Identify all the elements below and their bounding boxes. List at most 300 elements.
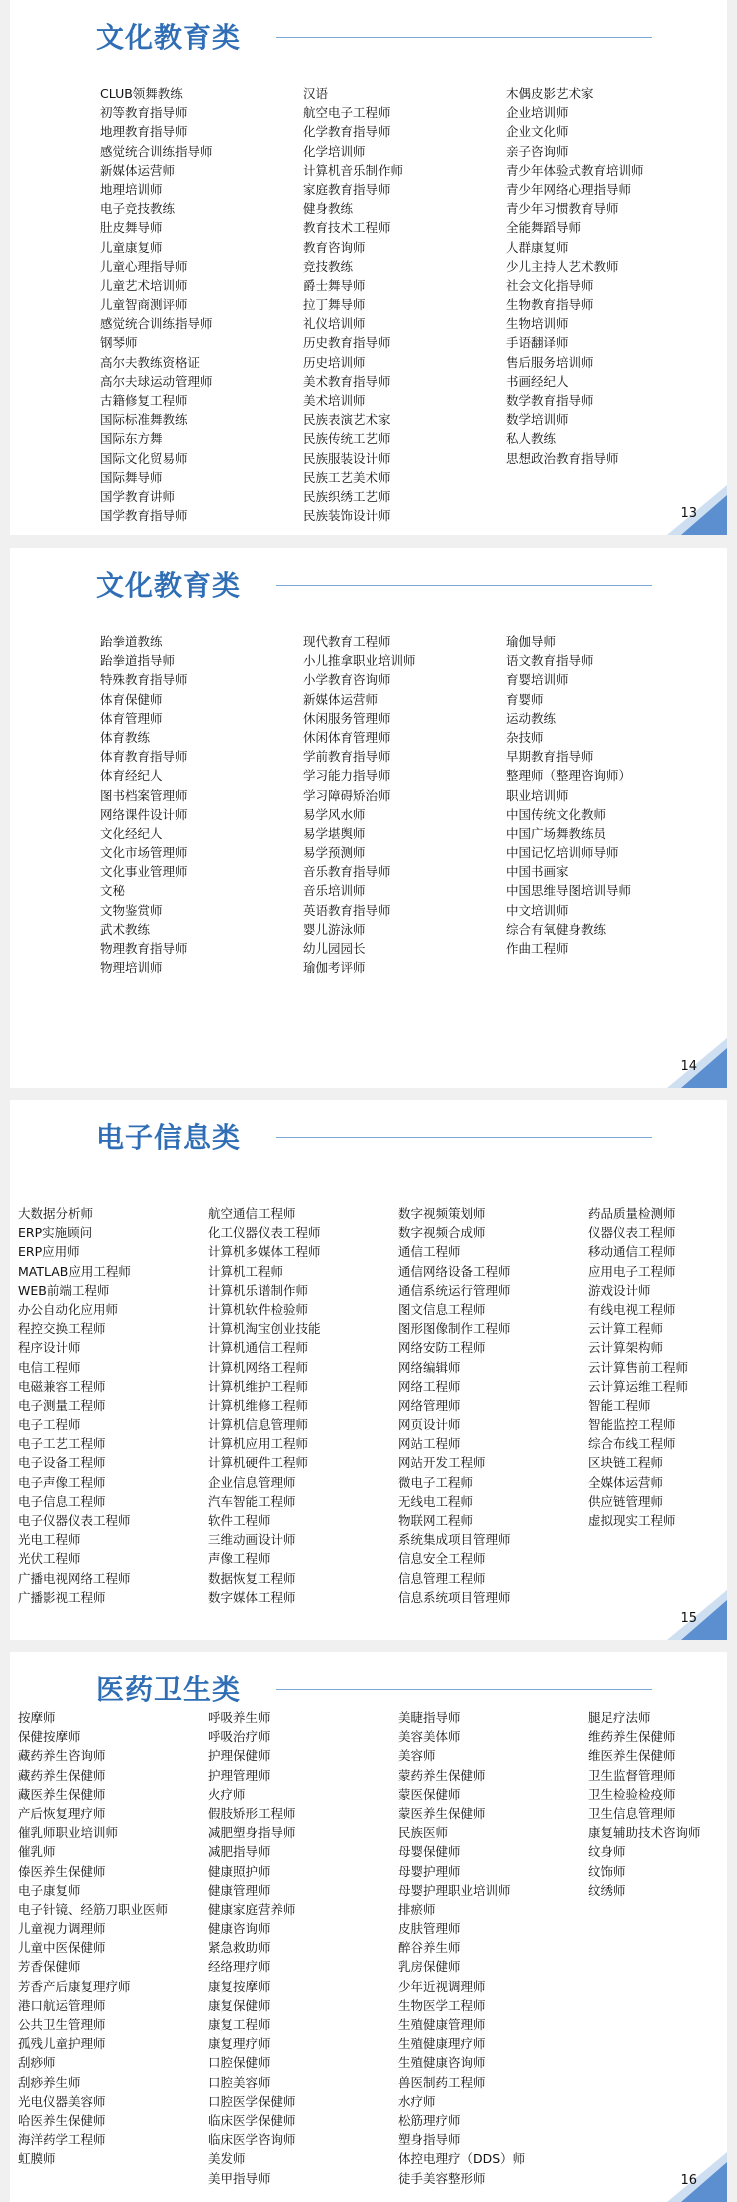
occupation-item: 生物教育指导师 <box>506 297 594 313</box>
occupation-item: 母婴护理师 <box>398 1863 461 1879</box>
occupation-item: 休闲体育管理师 <box>303 729 391 745</box>
occupation-item: 育婴培训师 <box>506 672 569 688</box>
occupation-item: 紧急救助师 <box>208 1940 271 1956</box>
occupation-item: 计算机硬件工程师 <box>208 1455 309 1471</box>
occupation-item: 图文信息工程师 <box>398 1301 486 1317</box>
occupation-item: 肚皮舞导师 <box>100 220 163 236</box>
occupation-item: 刮痧师 <box>18 2055 56 2071</box>
occupation-column <box>506 632 716 977</box>
occupation-item: 康复理疗师 <box>208 2036 271 2052</box>
occupation-item: 健康照护师 <box>208 1863 271 1879</box>
occupation-item: 傣医养生保健师 <box>18 1863 106 1879</box>
occupation-item: 英语教育指导师 <box>303 902 391 918</box>
occupation-item: 云计算工程师 <box>588 1321 664 1337</box>
occupation-item: 少儿主持人艺术教师 <box>506 258 619 274</box>
occupation-list <box>18 1204 727 1607</box>
occupation-item: 汉语 <box>303 86 329 101</box>
occupation-item: 生殖健康理疗师 <box>398 2036 486 2052</box>
occupation-item: 智能工程师 <box>588 1397 651 1413</box>
occupation-item: 生殖健康咨询师 <box>398 2055 486 2071</box>
occupation-item: 青少年习惯教育导师 <box>506 201 619 217</box>
occupation-item: 母婴保健师 <box>398 1844 461 1860</box>
occupation-item: 社会文化指导师 <box>506 277 594 293</box>
occupation-item: 民族医师 <box>398 1825 449 1841</box>
occupation-item: 亲子咨询师 <box>506 143 569 159</box>
occupation-item: 文物鉴赏师 <box>100 902 163 918</box>
occupation-item: 通信工程师 <box>398 1244 461 1260</box>
occupation-item: 感觉统合训练指导师 <box>100 316 213 332</box>
occupation-item: 运动教练 <box>506 710 557 726</box>
occupation-item: 无线电工程师 <box>398 1493 474 1509</box>
occupation-column <box>588 1204 727 1607</box>
occupation-item: 民族织绣工艺师 <box>303 488 391 504</box>
occupation-item: 整理师（整理咨询师） <box>506 768 632 784</box>
occupation-item: 民族传统工艺师 <box>303 431 391 447</box>
occupation-item: 松筋理疗师 <box>398 2112 461 2128</box>
occupation-item: 生殖健康管理师 <box>398 2017 486 2032</box>
occupation-item: 移动通信工程师 <box>588 1244 676 1260</box>
occupation-item: 家庭教育指导师 <box>303 181 391 197</box>
occupation-item: 按摩师 <box>18 1710 56 1725</box>
occupation-item: 区块链工程师 <box>588 1455 664 1471</box>
occupation-item: 古籍修复工程师 <box>100 393 188 408</box>
occupation-item: 企业信息管理师 <box>208 1474 296 1490</box>
occupation-item: 儿童心理指导师 <box>100 258 188 274</box>
occupation-item: 语文教育指导师 <box>506 653 594 669</box>
occupation-item: 学习障碍矫治师 <box>303 787 391 803</box>
occupation-list <box>18 1708 727 2188</box>
occupation-item: 电子测量工程师 <box>18 1397 106 1413</box>
occupation-item: 图书档案管理师 <box>100 787 188 803</box>
occupation-item: 中文培训师 <box>506 902 569 918</box>
occupation-item: 爵士舞导师 <box>303 277 366 293</box>
occupation-item: 国际舞导师 <box>100 469 163 485</box>
occupation-item: 信息管理工程师 <box>398 1570 486 1586</box>
occupation-item: 计算机软件检验师 <box>208 1301 309 1317</box>
occupation-item: 美术教育指导师 <box>303 373 391 389</box>
occupation-item: 减肥指导师 <box>208 1844 271 1860</box>
occupation-item: 中国广场舞教练员 <box>506 825 607 841</box>
occupation-item: 地理教育指导师 <box>100 124 188 140</box>
occupation-item: 公共卫生管理师 <box>18 2017 106 2032</box>
occupation-item: 刮痧养生师 <box>18 2074 81 2090</box>
occupation-item: 智能监控工程师 <box>588 1417 676 1433</box>
occupation-item: 蒙医养生保健师 <box>398 1805 486 1821</box>
page-title: 文化教育类 <box>96 21 242 54</box>
occupation-item: 美甲指导师 <box>208 2170 271 2186</box>
corner-decoration <box>667 1038 727 1088</box>
occupation-item: 藏药养生咨询师 <box>18 1748 106 1764</box>
title-divider <box>276 1137 652 1138</box>
occupation-item: 新媒体运营师 <box>100 162 176 178</box>
occupation-item: 纹饰师 <box>588 1863 626 1879</box>
occupation-item: 婴儿游泳师 <box>303 921 366 937</box>
occupation-item: 云计算售前工程师 <box>588 1359 689 1375</box>
occupation-item: 历史教育指导师 <box>303 335 391 351</box>
corner-decoration <box>667 2152 727 2202</box>
occupation-item: 杂技师 <box>506 729 544 745</box>
occupation-item: 健康管理师 <box>208 1882 271 1898</box>
occupation-item: 网络安防工程师 <box>398 1340 486 1356</box>
occupation-item: 瑜伽考评师 <box>303 960 366 976</box>
occupation-item: 数学教育指导师 <box>506 393 594 408</box>
occupation-item: 作曲工程师 <box>506 941 569 956</box>
occupation-item: 健康咨询师 <box>208 1921 271 1937</box>
occupation-item: 计算机通信工程师 <box>208 1340 309 1356</box>
occupation-item: 少年近视调理师 <box>398 1978 486 1994</box>
occupation-item: 港口航运管理师 <box>18 1997 106 2013</box>
occupation-item: 美术培训师 <box>303 393 366 408</box>
occupation-item: 全能舞蹈导师 <box>506 220 582 236</box>
occupation-item: 维药养生保健师 <box>588 1729 676 1745</box>
occupation-item: 电子工程师 <box>18 1417 81 1433</box>
occupation-item: 卫生检验检疫师 <box>588 1786 676 1802</box>
occupation-item: 竞技教练 <box>303 258 354 274</box>
occupation-item: 通信网络设备工程师 <box>398 1263 511 1279</box>
occupation-item: 纹绣师 <box>588 1882 626 1898</box>
occupation-item: 网络编辑师 <box>398 1359 461 1375</box>
occupation-item: 体育经纪人 <box>100 768 163 784</box>
occupation-item: 历史培训师 <box>303 354 366 370</box>
occupation-item: 电子工艺工程师 <box>18 1436 106 1452</box>
occupation-column <box>303 84 506 525</box>
occupation-item: 有线电视工程师 <box>588 1301 676 1317</box>
occupation-item: 国际标准舞教练 <box>100 412 188 428</box>
occupation-item: 感觉统合训练指导师 <box>100 143 213 159</box>
occupation-item: 综合布线工程师 <box>588 1436 676 1452</box>
occupation-item: 物理教育指导师 <box>100 941 188 956</box>
occupation-item: 程序设计师 <box>18 1340 81 1356</box>
occupation-item: 国学教育指导师 <box>100 508 188 524</box>
occupation-item: 海洋药学工程师 <box>18 2132 106 2148</box>
occupation-item: 思想政治教育指导师 <box>506 450 619 466</box>
occupation-item: 新媒体运营师 <box>303 691 379 707</box>
occupation-item: 幼儿园园长 <box>303 941 366 956</box>
occupation-item: MATLAB应用工程师 <box>18 1263 131 1279</box>
title-divider <box>276 585 652 586</box>
occupation-item: 电子声像工程师 <box>18 1474 106 1490</box>
occupation-item: 特殊教育指导师 <box>100 672 188 688</box>
occupation-item: 航空电子工程师 <box>303 105 391 121</box>
occupation-item: 国际文化贸易师 <box>100 450 188 466</box>
occupation-item: 初等教育指导师 <box>100 105 188 121</box>
occupation-item: 口腔美容师 <box>208 2074 271 2090</box>
occupation-item: 小学教育咨询师 <box>303 672 391 688</box>
occupation-item: 书画经纪人 <box>506 373 569 389</box>
occupation-item: 汽车智能工程师 <box>208 1493 296 1509</box>
occupation-item: 教育咨询师 <box>303 239 366 255</box>
occupation-column <box>18 1204 208 1607</box>
occupation-item: 经络理疗师 <box>208 1959 271 1975</box>
occupation-item: 康复工程师 <box>208 2017 271 2032</box>
occupation-item: 全媒体运营师 <box>588 1474 664 1490</box>
occupation-item: ERP应用师 <box>18 1244 80 1260</box>
occupation-item: 化工仪器仪表工程师 <box>208 1225 321 1241</box>
occupation-item: 口腔医学保健师 <box>208 2093 296 2109</box>
occupation-item: 文秘 <box>100 883 126 899</box>
page-title: 电子信息类 <box>96 1121 242 1154</box>
title-divider <box>276 1689 652 1690</box>
occupation-item: 易学堪舆师 <box>303 825 366 841</box>
occupation-item: 健康家庭营养师 <box>208 1901 296 1917</box>
occupation-item: 美发师 <box>208 2151 246 2167</box>
occupation-item: 哈医养生保健师 <box>18 2112 106 2128</box>
slide-page <box>10 0 727 535</box>
occupation-item: 文化事业管理师 <box>100 864 188 880</box>
occupation-item: 维医养生保健师 <box>588 1748 676 1764</box>
occupation-item: 易学风水师 <box>303 806 366 822</box>
occupation-item: CLUB领舞教练 <box>100 86 183 101</box>
page-number: 14 <box>680 1059 697 1074</box>
occupation-item: ERP实施顾问 <box>18 1225 93 1241</box>
occupation-item: 应用电子工程师 <box>588 1263 676 1279</box>
occupation-item: 电子信息工程师 <box>18 1493 106 1509</box>
occupation-item: 育婴师 <box>506 691 544 707</box>
occupation-item: 光伏工程师 <box>18 1551 81 1567</box>
occupation-column <box>506 84 716 525</box>
occupation-item: 虹膜师 <box>18 2151 56 2167</box>
occupation-item: 木偶皮影艺术家 <box>506 86 594 101</box>
occupation-item: 儿童视力调理师 <box>18 1921 106 1937</box>
occupation-item: 手语翻译师 <box>506 335 569 351</box>
occupation-column <box>398 1204 588 1607</box>
occupation-item: 网站开发工程师 <box>398 1455 486 1471</box>
occupation-item: 化学培训师 <box>303 143 366 159</box>
occupation-item: 图形图像制作工程师 <box>398 1321 511 1337</box>
occupation-item: 早期教育指导师 <box>506 749 594 765</box>
occupation-item: 信息安全工程师 <box>398 1551 486 1567</box>
occupation-column <box>18 1708 208 2188</box>
occupation-item: 电子竞技教练 <box>100 201 176 217</box>
occupation-item: 卫生信息管理师 <box>588 1805 676 1821</box>
occupation-item: 临床医学保健师 <box>208 2112 296 2128</box>
occupation-item: 电信工程师 <box>18 1359 81 1375</box>
occupation-item: 民族工艺美术师 <box>303 469 391 485</box>
occupation-item: 口腔保健师 <box>208 2055 271 2071</box>
occupation-item: 游戏设计师 <box>588 1282 651 1298</box>
occupation-item: 塑身指导师 <box>398 2132 461 2148</box>
occupation-item: 电子设备工程师 <box>18 1455 106 1471</box>
occupation-item: 跆拳道指导师 <box>100 653 176 669</box>
occupation-item: 皮肤管理师 <box>398 1921 461 1937</box>
occupation-column <box>208 1708 398 2188</box>
occupation-item: 孤残儿童护理师 <box>18 2036 106 2052</box>
occupation-item: 易学预测师 <box>303 845 366 861</box>
occupation-item: WEB前端工程师 <box>18 1282 110 1298</box>
occupation-item: 催乳师职业培训师 <box>18 1825 119 1841</box>
occupation-item: 徒手美容整形师 <box>398 2170 486 2186</box>
occupation-item: 体育保健师 <box>100 691 163 707</box>
page-number: 16 <box>680 2173 697 2188</box>
occupation-item: 蒙医保健师 <box>398 1786 461 1802</box>
occupation-item: 生物培训师 <box>506 316 569 332</box>
occupation-item: 教育技术工程师 <box>303 220 391 236</box>
occupation-item: 企业培训师 <box>506 105 569 121</box>
occupation-item: 中国记忆培训师导师 <box>506 845 619 861</box>
title-divider <box>276 37 652 38</box>
corner-decoration <box>667 485 727 535</box>
slide-page <box>10 1100 727 1640</box>
slide-page <box>10 1652 727 2202</box>
corner-decoration <box>667 1590 727 1640</box>
occupation-item: 拉丁舞导师 <box>303 297 366 313</box>
occupation-item: 广播影视工程师 <box>18 1589 106 1605</box>
occupation-item: 瑜伽导师 <box>506 634 557 649</box>
occupation-item: 生物医学工程师 <box>398 1997 486 2013</box>
occupation-item: 数据恢复工程师 <box>208 1570 296 1586</box>
occupation-item: 催乳师 <box>18 1844 56 1860</box>
occupation-item: 音乐教育指导师 <box>303 864 391 880</box>
occupation-item: 减肥塑身指导师 <box>208 1825 296 1841</box>
occupation-item: 综合有氧健身教练 <box>506 921 607 937</box>
occupation-column <box>100 632 303 977</box>
occupation-item: 文化经纪人 <box>100 825 163 841</box>
occupation-item: 中国传统文化教师 <box>506 806 607 822</box>
occupation-item: 职业培训师 <box>506 787 569 803</box>
occupation-item: 药品质量检测师 <box>588 1206 676 1221</box>
occupation-item: 航空通信工程师 <box>208 1206 296 1221</box>
occupation-item: 计算机信息管理师 <box>208 1417 309 1433</box>
slide-page <box>10 548 727 1088</box>
occupation-item: 跆拳道教练 <box>100 634 163 649</box>
occupation-list <box>100 632 716 977</box>
occupation-item: 钢琴师 <box>100 335 138 351</box>
occupation-item: 儿童中医保健师 <box>18 1940 106 1956</box>
occupation-item: 美容师 <box>398 1748 436 1764</box>
occupation-column <box>100 84 303 525</box>
occupation-item: 现代教育工程师 <box>303 634 391 649</box>
occupation-item: 中国思维导图培训导师 <box>506 883 632 899</box>
occupation-item: 青少年网络心理指导师 <box>506 181 632 197</box>
occupation-item: 信息系统项目管理师 <box>398 1589 511 1605</box>
occupation-item: 礼仪培训师 <box>303 316 366 332</box>
occupation-item: 光电仪器美容师 <box>18 2093 106 2109</box>
occupation-item: 体控电理疗（DDS）师 <box>398 2151 526 2167</box>
occupation-item: 网络管理师 <box>398 1397 461 1413</box>
occupation-item: 计算机网络工程师 <box>208 1359 309 1375</box>
occupation-item: 儿童智商测评师 <box>100 297 188 313</box>
page-title: 文化教育类 <box>96 569 242 602</box>
occupation-column <box>303 632 506 977</box>
occupation-item: 通信系统运行管理师 <box>398 1282 511 1298</box>
occupation-item: 电子康复师 <box>18 1882 81 1898</box>
occupation-item: 民族表演艺术家 <box>303 412 391 428</box>
occupation-item: 系统集成项目管理师 <box>398 1532 511 1548</box>
occupation-item: 计算机工程师 <box>208 1263 284 1279</box>
occupation-item: 呼吸治疗师 <box>208 1729 271 1745</box>
occupation-item: 计算机淘宝创业技能 <box>208 1321 321 1337</box>
occupation-item: 广播电视网络工程师 <box>18 1570 131 1586</box>
occupation-item: 售后服务培训师 <box>506 354 594 370</box>
occupation-item: 休闲服务管理师 <box>303 710 391 726</box>
occupation-item: 学习能力指导师 <box>303 768 391 784</box>
occupation-item: 体育教育指导师 <box>100 749 188 765</box>
occupation-item: 数字视频合成师 <box>398 1225 486 1241</box>
occupation-item: 电磁兼容工程师 <box>18 1378 106 1394</box>
occupation-item: 计算机维护工程师 <box>208 1378 309 1394</box>
occupation-item: 体育教练 <box>100 729 151 745</box>
occupation-item: 康复辅助技术咨询师 <box>588 1825 701 1841</box>
occupation-item: 卫生监督管理师 <box>588 1767 676 1783</box>
occupation-item: 软件工程师 <box>208 1513 271 1528</box>
occupation-item: 保健按摩师 <box>18 1729 81 1745</box>
occupation-item: 小儿推拿职业培训师 <box>303 653 416 669</box>
occupation-item: 网站工程师 <box>398 1436 461 1452</box>
occupation-item: 高尔夫教练资格证 <box>100 354 201 370</box>
occupation-item: 数字视频策划师 <box>398 1206 486 1221</box>
occupation-item: 光电工程师 <box>18 1532 81 1548</box>
occupation-item: 母婴护理职业培训师 <box>398 1882 511 1898</box>
occupation-item: 私人教练 <box>506 431 557 447</box>
occupation-item: 办公自动化应用师 <box>18 1301 119 1317</box>
occupation-item: 网络课件设计师 <box>100 806 188 822</box>
occupation-item: 乳房保健师 <box>398 1959 461 1975</box>
occupation-item: 临床医学咨询师 <box>208 2132 296 2148</box>
occupation-item: 水疗师 <box>398 2093 436 2109</box>
occupation-item: 计算机多媒体工程师 <box>208 1244 321 1260</box>
page-number: 15 <box>680 1611 697 1626</box>
occupation-item: 程控交换工程师 <box>18 1321 106 1337</box>
occupation-item: 青少年体验式教育培训师 <box>506 162 644 178</box>
occupation-item: 网络工程师 <box>398 1378 461 1394</box>
occupation-item: 产后恢复理疗师 <box>18 1805 106 1821</box>
occupation-item: 芳香产后康复理疗师 <box>18 1978 131 1994</box>
occupation-item: 云计算架构师 <box>588 1340 664 1356</box>
occupation-item: 儿童康复师 <box>100 239 163 255</box>
occupation-item: 企业文化师 <box>506 124 569 140</box>
occupation-item: 呼吸养生师 <box>208 1710 271 1725</box>
occupation-item: 地理培训师 <box>100 181 163 197</box>
occupation-item: 美容美体师 <box>398 1729 461 1745</box>
occupation-item: 醉谷养生师 <box>398 1940 461 1956</box>
occupation-item: 武术教练 <box>100 921 151 937</box>
occupation-item: 文化市场管理师 <box>100 845 188 861</box>
occupation-item: 纹身师 <box>588 1844 626 1860</box>
occupation-item: 火疗师 <box>208 1786 246 1802</box>
occupation-item: 国际东方舞 <box>100 431 163 447</box>
occupation-item: 计算机维修工程师 <box>208 1397 309 1413</box>
occupation-item: 声像工程师 <box>208 1551 271 1567</box>
occupation-item: 数字媒体工程师 <box>208 1589 296 1605</box>
occupation-item: 国学教育讲师 <box>100 488 176 504</box>
occupation-item: 护理管理师 <box>208 1767 271 1783</box>
occupation-item: 供应链管理师 <box>588 1493 664 1509</box>
occupation-item: 康复保健师 <box>208 1997 271 2013</box>
occupation-item: 电子针镜、经筋刀职业医师 <box>18 1901 169 1917</box>
occupation-item: 藏医养生保健师 <box>18 1786 106 1802</box>
occupation-item: 中国书画家 <box>506 864 569 880</box>
occupation-column <box>588 1708 727 2188</box>
occupation-item: 计算机音乐制作师 <box>303 162 404 178</box>
occupation-item: 学前教育指导师 <box>303 749 391 765</box>
occupation-list <box>100 84 716 525</box>
occupation-item: 人群康复师 <box>506 239 569 255</box>
occupation-item: 健身教练 <box>303 201 354 217</box>
occupation-item: 数学培训师 <box>506 412 569 428</box>
occupation-item: 蒙药养生保健师 <box>398 1767 486 1783</box>
occupation-item: 电子仪器仪表工程师 <box>18 1513 131 1528</box>
occupation-item: 藏药养生保健师 <box>18 1767 106 1783</box>
occupation-item: 物联网工程师 <box>398 1513 474 1528</box>
page-number: 13 <box>680 506 697 521</box>
occupation-item: 儿童艺术培训师 <box>100 277 188 293</box>
occupation-item: 计算机乐谱制作师 <box>208 1282 309 1298</box>
occupation-item: 假肢矫形工程师 <box>208 1805 296 1821</box>
occupation-item: 排瘀师 <box>398 1901 436 1917</box>
occupation-item: 化学教育指导师 <box>303 124 391 140</box>
occupation-item: 虚拟现实工程师 <box>588 1513 676 1528</box>
occupation-item: 芳香保健师 <box>18 1959 81 1975</box>
